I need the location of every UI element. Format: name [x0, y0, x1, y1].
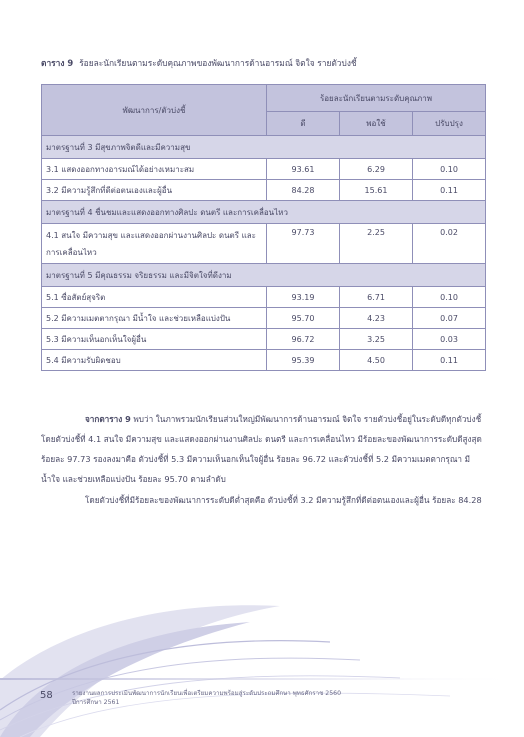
table-caption-text: ร้อยละนักเรียนตามระดับคุณภาพของพัฒนาการด้านอารมณ์ จิตใจ รายตัวบ่งชี้	[79, 58, 357, 68]
table-row	[42, 159, 486, 180]
improve-cell: 0.03	[413, 329, 486, 350]
fair-cell: 6.71	[340, 287, 413, 308]
fair-cell: 15.61	[340, 180, 413, 201]
good-cell: 95.39	[267, 350, 340, 371]
section-title: มาตรฐานที่ 4 ชื่นชมและแสดงออกทางศิลปะ ดนตรี และการเคลื่อนไหว	[42, 201, 486, 224]
good-cell: 93.19	[267, 287, 340, 308]
development-table	[41, 84, 486, 371]
indicator-cell: 5.1 ซื่อสัตย์สุจริต	[42, 287, 267, 308]
header-improve: ปรับปรุง	[413, 112, 486, 136]
fair-cell: 4.50	[340, 350, 413, 371]
indicator-cell: 5.4 มีความรับผิดชอบ	[42, 350, 267, 371]
table-row	[42, 350, 486, 371]
good-cell: 84.28	[267, 180, 340, 201]
good-cell: 93.61	[267, 159, 340, 180]
footer-line-2: ปีการศึกษา 2561	[72, 699, 120, 706]
header-fair: พอใช้	[340, 112, 413, 136]
improve-cell: 0.11	[413, 180, 486, 201]
good-cell: 96.72	[267, 329, 340, 350]
fair-cell: 2.25	[340, 224, 413, 264]
table-row	[42, 180, 486, 201]
decorative-swirl	[0, 560, 524, 737]
improve-cell: 0.11	[413, 350, 486, 371]
table-row	[42, 329, 486, 350]
header-good: ดี	[267, 112, 340, 136]
table-caption	[41, 56, 491, 70]
good-cell: 95.70	[267, 308, 340, 329]
fair-cell: 6.29	[340, 159, 413, 180]
summary-lead: จากตาราง 9	[85, 414, 131, 424]
summary-paragraph	[41, 409, 485, 489]
footer-line-1: รายงานผลการประเมินพัฒนาการนักเรียนเพื่อเตรียมความพร้อมสู่ระดับประถมศึกษา พุทธศักราช 2560	[72, 690, 342, 697]
good-cell: 97.73	[267, 224, 340, 264]
indicator-cell: 3.1 แสดงออกทางอารมณ์ได้อย่างเหมาะสม	[42, 159, 267, 180]
lowest-text: โดยตัวบ่งชี้ที่มีร้อยละของพัฒนาการระดับดีต่ำสุดคือ ตัวบ่งชี้ที่ 3.2 มีความรู้สึกที่ดีต่อตนเองและผู้อื่น ร้อยละ 84.28	[85, 495, 482, 505]
summary-text: พบว่า ในภาพรวมนักเรียนส่วนใหญ่มีพัฒนาการด้านอารมณ์ จิตใจ รายตัวบ่งชี้อยู่ในระดับดีทุกตัวบ่งชี้ โดยตัวบ่งชี้ที่ 4.1 สนใจ มีความสุข และแสดงออกผ่านงานศิลปะ ดนตรี และการเคลื่อนไหว มีร้อยละของพัฒนาการระดับดีสูงสุด ร้อยละ 97.73 รองลงมาคือ ตัวบ่งชี้ที่ 5.3 มีความเห็นอกเห็นใจผู้อื่น ร้อยละ 96.72 และตัวบ่งชี้ที่ 5.2 มีความเมตตากรุณา มีน้ำใจ และช่วยเหลือแบ่งปัน ร้อยละ 95.70 ตามลำดับ	[41, 414, 482, 484]
improve-cell: 0.10	[413, 159, 486, 180]
section-title: มาตรฐานที่ 3 มีสุขภาพจิตดีและมีความสุข	[42, 136, 486, 159]
indicator-cell: 4.1 สนใจ มีความสุข และแสดงออกผ่านงานศิลปะ ดนตรี และการเคลื่อนไหว	[42, 224, 267, 264]
section-row	[42, 136, 486, 159]
section-title: มาตรฐานที่ 5 มีคุณธรรม จริยธรรม และมีจิตใจที่ดีงาม	[42, 264, 486, 287]
indicator-cell: 5.3 มีความเห็นอกเห็นใจผู้อื่น	[42, 329, 267, 350]
page-number: 58	[40, 690, 53, 701]
improve-cell: 0.02	[413, 224, 486, 264]
section-row	[42, 264, 486, 287]
section-row	[42, 201, 486, 224]
fair-cell: 4.23	[340, 308, 413, 329]
indicator-cell: 5.2 มีความเมตตากรุณา มีน้ำใจ และช่วยเหลือแบ่งปัน	[42, 308, 267, 329]
table-row	[42, 287, 486, 308]
table-row	[42, 224, 486, 264]
header-percent-group: ร้อยละนักเรียนตามระดับคุณภาพ	[267, 85, 486, 112]
table-row	[42, 308, 486, 329]
improve-cell: 0.07	[413, 308, 486, 329]
table-caption-label: ตาราง 9	[41, 58, 74, 68]
header-indicator: พัฒนาการ/ตัวบ่งชี้	[42, 85, 267, 136]
fair-cell: 3.25	[340, 329, 413, 350]
indicator-cell: 3.2 มีความรู้สึกที่ดีต่อตนเองและผู้อื่น	[42, 180, 267, 201]
improve-cell: 0.10	[413, 287, 486, 308]
lowest-paragraph	[41, 490, 485, 510]
swirl-graphic	[0, 560, 524, 737]
footer-text	[72, 689, 341, 707]
